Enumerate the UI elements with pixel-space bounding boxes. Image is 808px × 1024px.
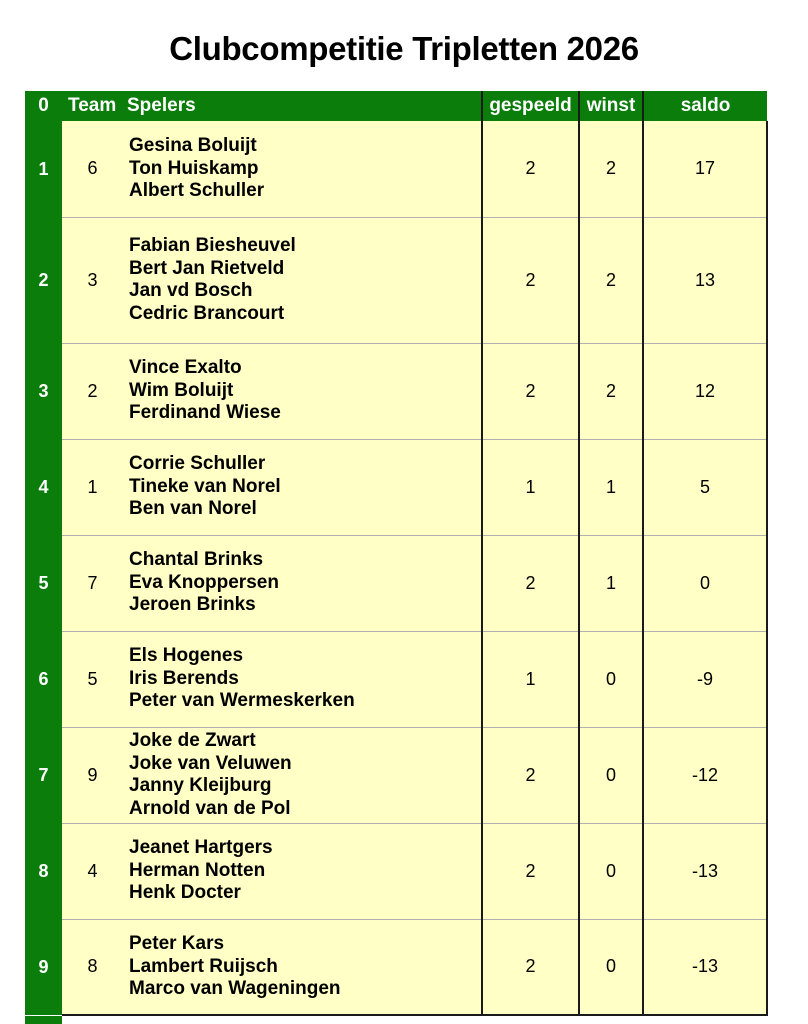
player-name: Fabian Biesheuvel [129,235,296,256]
player-name: Joke van Veluwen [129,752,292,774]
table-row [25,439,767,535]
table-row [25,121,767,217]
header-saldo: saldo [643,91,767,121]
table-body [25,121,767,1015]
player-name: Tineke van Norel [129,475,281,497]
rank-cell: 4 [25,439,62,535]
team-cell: 6 [62,121,123,217]
player-name: Bert Jan Rietveld [129,257,285,279]
table-row [25,727,767,823]
gespeeld-cell: 2 [482,823,579,919]
table-row [25,919,767,1015]
winst-cell: 0 [579,631,643,727]
table-row [25,343,767,439]
player-name: Ben van Norel [129,498,257,520]
header-winst: winst [579,91,643,121]
saldo-cell: -13 [643,919,767,1015]
page-title: Clubcompetitie Tripletten 2026 [169,30,639,67]
rank-cell: 7 [25,727,62,823]
team-cell: 7 [62,535,123,631]
player-name: Gesina Boluijt [129,135,257,156]
team-cell: 1 [62,439,123,535]
saldo-cell: 17 [643,121,767,217]
team-cell: 4 [62,823,123,919]
saldo-cell: -13 [643,823,767,919]
player-name: Joke de Zwart [129,730,256,751]
gespeeld-cell: 2 [482,343,579,439]
players-cell [123,631,482,727]
gespeeld-cell: 1 [482,631,579,727]
winst-cell: 0 [579,727,643,823]
header-team: Team [62,91,123,121]
player-name: Eva Knoppersen [129,571,279,593]
gespeeld-cell: 2 [482,727,579,823]
team-cell: 5 [62,631,123,727]
player-name: Jeanet Hartgers [129,837,273,859]
gespeeld-cell: 2 [482,919,579,1015]
saldo-cell: -12 [643,727,767,823]
players-cell [123,217,482,343]
saldo-cell: 13 [643,217,767,343]
player-name: Peter Kars [129,933,225,954]
player-name: Cedric Brancourt [129,302,285,324]
rank-cell: 2 [25,217,62,343]
header-rank: 0 [25,91,62,121]
team-cell: 2 [62,343,123,439]
winst-cell: 1 [579,535,643,631]
player-name: Lambert Ruijsch [129,955,278,977]
partial-row [25,1016,767,1024]
players-cell [123,439,482,535]
saldo-cell: 0 [643,535,767,631]
winst-cell: 2 [579,121,643,217]
player-name: Jeroen Brinks [129,594,256,616]
player-name: Corrie Schuller [129,453,266,475]
gespeeld-cell: 2 [482,121,579,217]
player-name: Chantal Brinks [129,549,264,571]
rank-cell: 5 [25,535,62,631]
player-name: Iris Berends [129,667,239,689]
player-name: Albert Schuller [129,180,265,201]
table-row [25,823,767,919]
player-name: Henk Docter [129,882,241,904]
winst-cell: 0 [579,823,643,919]
player-name: Ton Huiskamp [129,157,259,179]
player-name: Wim Boluijt [129,379,234,401]
team-cell: 9 [62,727,123,823]
winst-cell: 2 [579,343,643,439]
partial-row-rank-cell [25,1016,62,1024]
players-cell [123,535,482,631]
gespeeld-cell: 2 [482,217,579,343]
player-name: Arnold van de Pol [129,797,291,819]
header-gespeeld: gespeeld [482,91,579,121]
player-name: Els Hogenes [129,645,244,667]
team-cell: 8 [62,919,123,1015]
team-cell: 3 [62,217,123,343]
rank-cell: 1 [25,121,62,217]
winst-cell: 0 [579,919,643,1015]
player-name: Marco van Wageningen [129,978,341,999]
rank-cell: 6 [25,631,62,727]
table-header-row [25,91,767,121]
rank-cell: 3 [25,343,62,439]
gespeeld-cell: 2 [482,535,579,631]
winst-cell: 1 [579,439,643,535]
table-row [25,631,767,727]
header-spelers: Spelers [123,91,482,121]
player-name: Peter van Wermeskerken [129,690,355,712]
player-name: Janny Kleijburg [129,775,272,796]
players-cell [123,823,482,919]
gespeeld-cell: 1 [482,439,579,535]
saldo-cell: 5 [643,439,767,535]
rank-cell: 8 [25,823,62,919]
rank-cell: 9 [25,919,62,1015]
players-cell [123,343,482,439]
players-cell [123,121,482,217]
table-row [25,217,767,343]
players-cell [123,919,482,1015]
player-name: Jan vd Bosch [129,280,253,301]
winst-cell: 2 [579,217,643,343]
table-row [25,535,767,631]
saldo-cell: -9 [643,631,767,727]
players-cell [123,727,482,823]
player-name: Ferdinand Wiese [129,402,281,424]
standings-table [25,91,768,1016]
saldo-cell: 12 [643,343,767,439]
player-name: Herman Notten [129,859,266,881]
player-name: Vince Exalto [129,357,242,379]
